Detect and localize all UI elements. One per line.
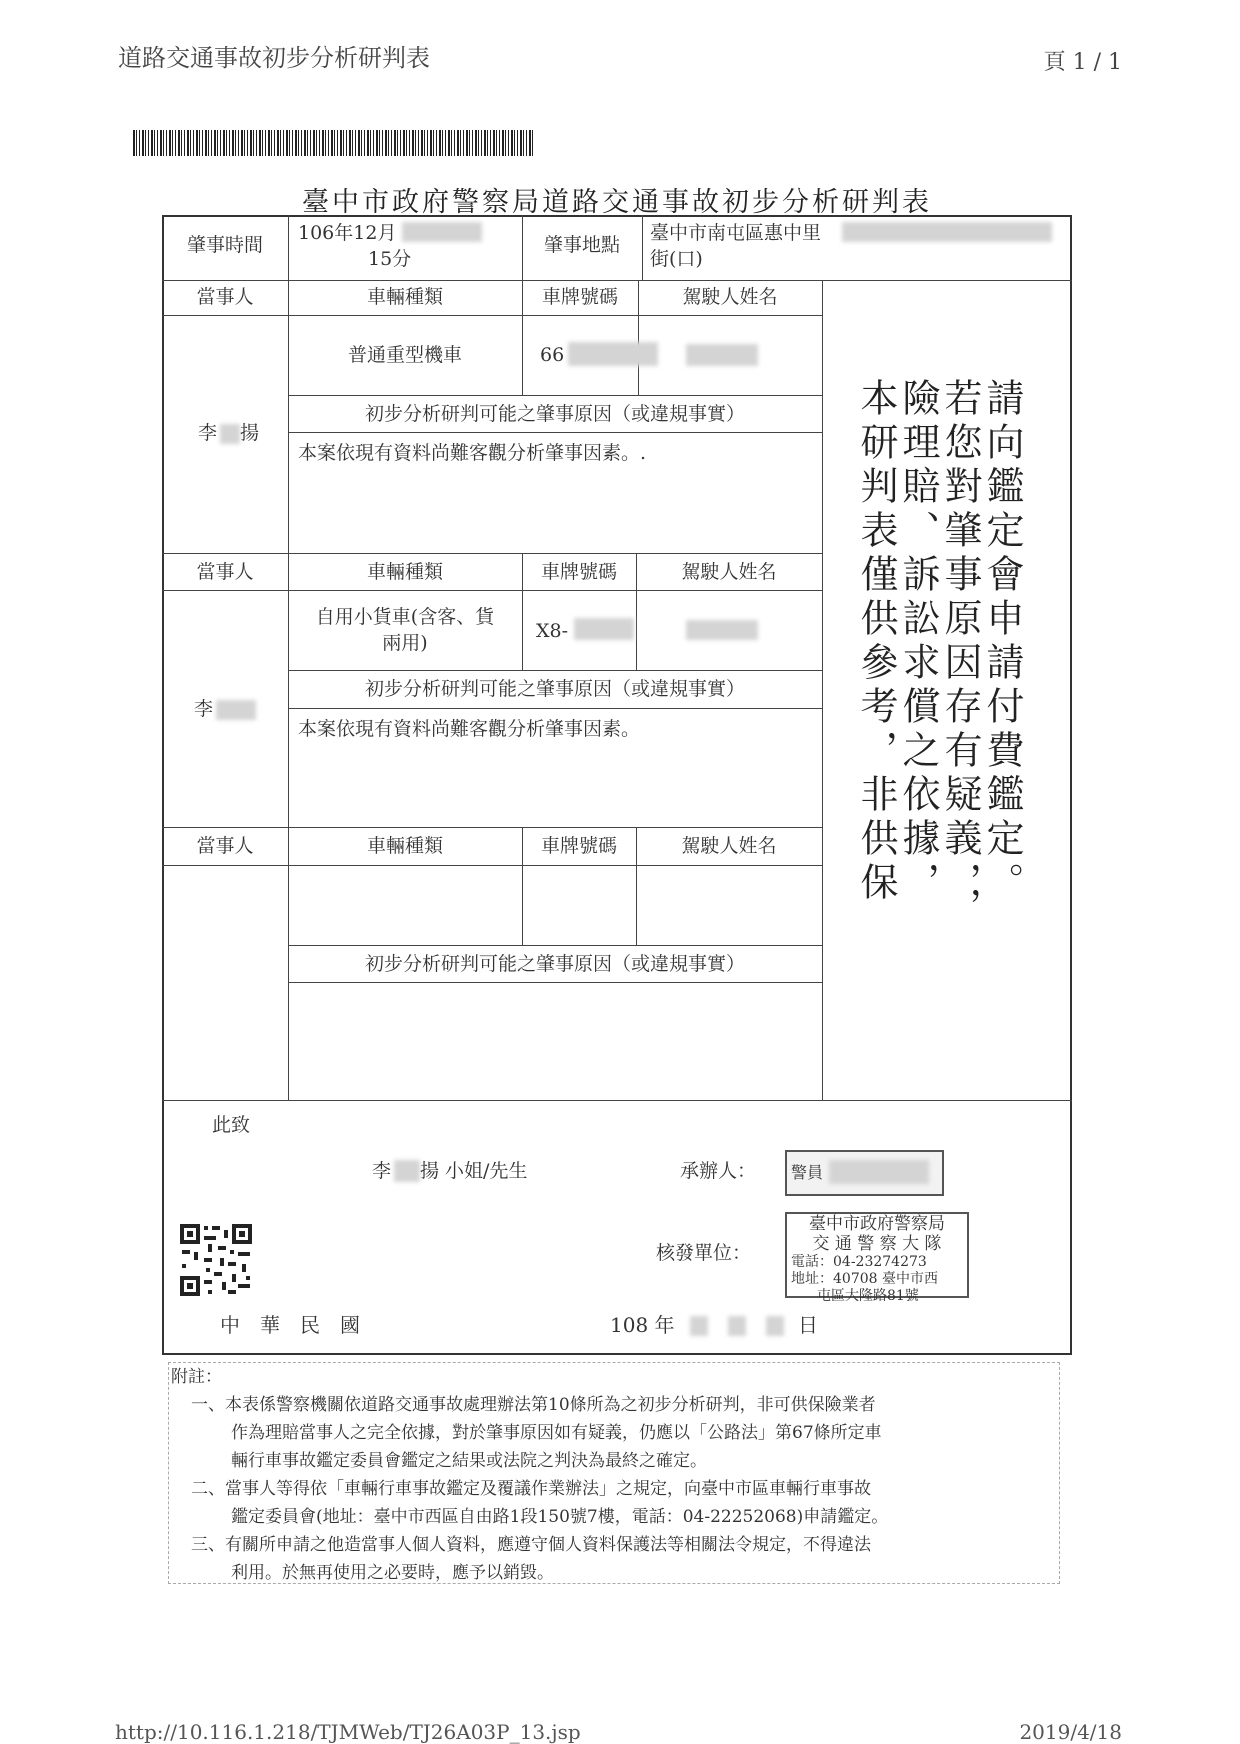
note-line: 鑑定委員會(地址：臺中市西區自由路1段150號7樓，電話：04-22252068)申請鑑定。: [231, 1507, 889, 1527]
note-line: 一、本表係警察機關依道路交通事故處理辦法第10條所為之初步分析研判，非可供保險業者: [191, 1395, 876, 1415]
vehicle-type-label: 車輛種類: [366, 286, 443, 308]
cause-label: 初步分析研判可能之肇事原因（或違規事實）: [364, 953, 745, 975]
issuer-stamp: 臺中市政府警察局 交 通 警 察 大 隊 電話：04-23274273 地址：40708 臺中市西 屯區大隆路81號: [785, 1212, 969, 1298]
recipient-name-a: 李: [372, 1160, 392, 1182]
note-line: 利用。於無再使用之必要時，應予以銷毀。: [231, 1563, 554, 1583]
barcode: [133, 130, 533, 156]
page-number: 頁 1 / 1: [1043, 50, 1122, 75]
accident-time-label: 肇事時間: [186, 234, 263, 256]
footer-url: http://10.116.1.218/TJMWeb/TJ26A03P_13.jsp: [115, 1720, 581, 1744]
side-note-col-2: 若您對肇事原因存有疑義，，: [938, 378, 982, 931]
redaction-block: [686, 620, 758, 640]
accident-place-label: 肇事地點: [543, 234, 620, 256]
issuer-label: 核發單位：: [656, 1242, 752, 1264]
party1-name-a: 李: [198, 422, 218, 444]
side-note-col-3: 險理賠、訴訟求償之依據，: [896, 378, 940, 906]
note-line: 輛行車事故鑑定委員會鑑定之結果或法院之判決為最終之確定。: [231, 1451, 707, 1471]
party1-plate: 66: [540, 344, 565, 366]
plate-number-label: 車牌號碼: [540, 835, 617, 857]
accident-time-value-line1: 106年12月: [298, 222, 397, 244]
handler-label: 承辦人：: [680, 1160, 757, 1182]
party2-vehicle-line1: 自用小貨車(含客、貨: [315, 606, 495, 628]
side-note-col-4: 本研判表僅供參考，非供保: [854, 378, 898, 906]
page-header-title: 道路交通事故初步分析研判表: [118, 44, 430, 72]
party1-name-b: 揚: [240, 422, 260, 444]
party2-plate: X8-: [536, 620, 569, 642]
driver-name-label: 駕駛人姓名: [682, 286, 778, 308]
footer-date: 2019/4/18: [1019, 1720, 1122, 1744]
driver-name-label: 駕駛人姓名: [681, 835, 777, 857]
note-line: 作為理賠當事人之完全依據，對於肇事原因如有疑義，仍應以「公路法」第67條所定車: [231, 1423, 882, 1443]
year-label: 108 年: [610, 1313, 675, 1337]
handler-stamp: 警員: [785, 1150, 944, 1196]
redaction-block: [766, 1316, 784, 1336]
party1-cause: 本案依現有資料尚難客觀分析肇事因素。.: [298, 442, 647, 464]
roc-label: 中 華 民 國: [220, 1313, 360, 1337]
redaction-block: [216, 700, 256, 720]
vehicle-type-label: 車輛種類: [366, 835, 443, 857]
cause-label: 初步分析研判可能之肇事原因（或違規事實）: [364, 678, 745, 700]
plate-number-label: 車牌號碼: [541, 286, 618, 308]
party2-vehicle-line2: 兩用): [382, 632, 428, 654]
note-line: 三、有關所申請之他造當事人個人資料，應遵守個人資料保護法等相關法令規定，不得違法: [191, 1535, 871, 1555]
notes-section: [168, 1362, 1060, 1584]
notes-heading: 附註：: [171, 1367, 222, 1387]
plate-number-label: 車牌號碼: [540, 561, 617, 583]
redaction-block: [574, 618, 634, 640]
redaction-block: [728, 1316, 746, 1336]
redaction-block: [842, 222, 1052, 242]
to-label: 此致: [212, 1114, 251, 1136]
redaction-block: [686, 344, 758, 366]
accident-time-value-line2: 15分: [368, 248, 412, 270]
accident-place-value-line1: 臺中市南屯區惠中里: [650, 222, 822, 244]
form-title: 臺中市政府警察局道路交通事故初步分析研判表: [302, 187, 932, 218]
recipient-name-b: 揚 小姐/先生: [420, 1160, 528, 1182]
party2-cause: 本案依現有資料尚難客觀分析肇事因素。: [298, 718, 641, 740]
redaction-block: [220, 424, 240, 444]
vehicle-type-label: 車輛種類: [366, 561, 443, 583]
party1-vehicle: 普通重型機車: [347, 344, 462, 366]
side-note-col-1: 請向鑑定會申請付費鑑定。: [980, 378, 1024, 906]
day-label: 日: [798, 1313, 818, 1337]
redaction-block: [690, 1316, 708, 1336]
cause-label: 初步分析研判可能之肇事原因（或違規事實）: [364, 403, 745, 425]
driver-name-label: 駕駛人姓名: [681, 561, 777, 583]
note-line: 二、當事人等得依「車輛行車事故鑑定及覆議作業辦法」之規定，向臺中市區車輛行車事故: [191, 1479, 871, 1499]
redaction-block: [402, 222, 482, 242]
redaction-block: [568, 342, 658, 366]
redaction-block: [394, 1160, 420, 1182]
party-label: 當事人: [196, 835, 254, 857]
party2-name-a: 李: [194, 698, 214, 720]
party-label: 當事人: [196, 286, 254, 308]
accident-place-value-line2: 街(口): [650, 248, 703, 270]
qr-code: [178, 1222, 254, 1298]
party-label: 當事人: [196, 561, 254, 583]
